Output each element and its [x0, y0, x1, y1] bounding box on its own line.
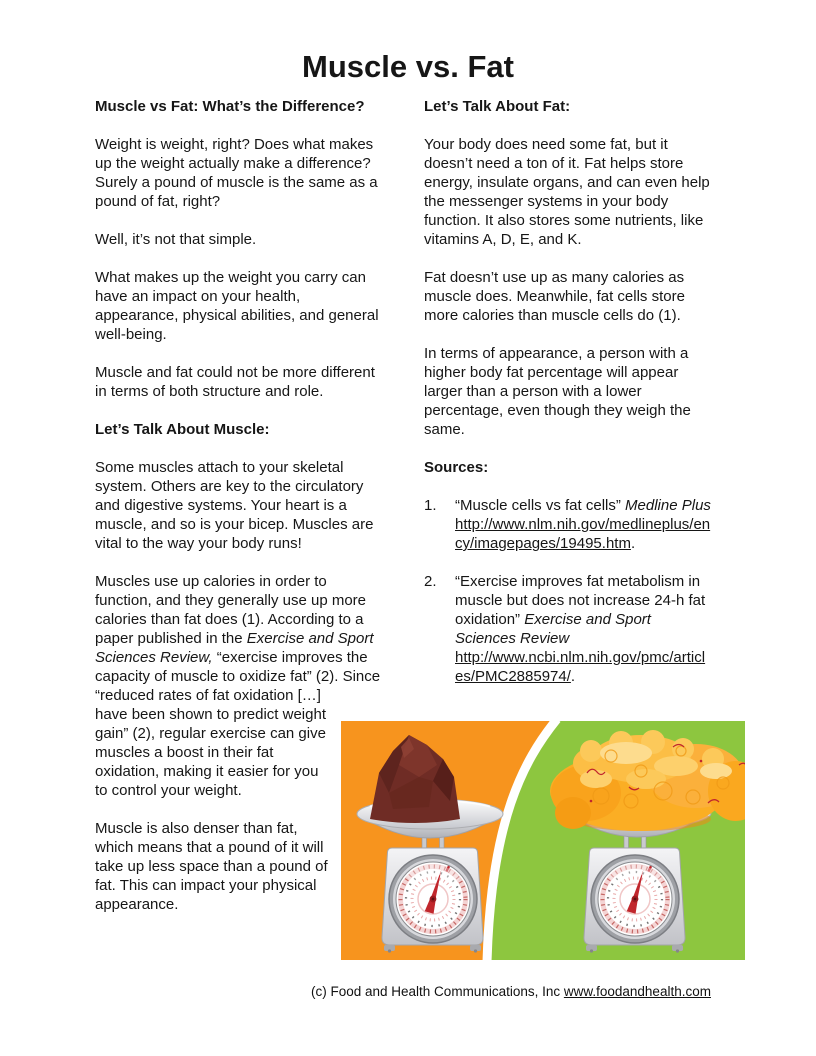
page-title: Muscle vs. Fat [302, 49, 514, 84]
text-run: Muscles use up calories in order to function, and they generally use up more calories than fat does (1). According to a paper published in the [95, 573, 367, 647]
source-number: 2. [424, 573, 437, 590]
source-publication-italic: Exercise and Sport Sciences Review [455, 611, 651, 647]
source-link[interactable]: http://www.ncbi.nlm.nih.gov/pmc/articles/PMC2885974/ [455, 649, 706, 685]
section-heading-fat: Let’s Talk About Fat: [424, 98, 571, 115]
paragraph: Some muscles attach to your skeletal system. Others are key to the circulatory and digestive systems. Your heart is a muscle, and so is your bicep. Muscles are vital to the way your body runs! [95, 459, 374, 552]
paragraph: Muscle and fat could not be more different in terms of both structure and role. [95, 364, 375, 400]
paragraph: Well, it’s not that simple. [95, 231, 257, 248]
source-number: 1. [424, 497, 437, 514]
paragraph: Your body does need some fat, but it doesn’t need a ton of it. Fat helps store energy, insulate organs, and can even help the messenger systems in your body function. It also stores some nutrients, like vitamins A, D, E, and K. [424, 136, 710, 248]
section-heading-difference: Muscle vs Fat: What’s the Difference? [95, 98, 365, 115]
paragraph: Weight is weight, right? Does what makes up the weight actually make a difference? Surely a pound of muscle is the same as a pound of fat, right? [95, 136, 378, 210]
source-period: . [570, 668, 576, 685]
source-link[interactable]: http://www.nlm.nih.gov/medlineplus/ency/imagepages/19495.htm [455, 516, 711, 552]
footer-link[interactable]: www.foodandhealth.com [563, 984, 711, 999]
source-citation [455, 572, 713, 686]
paragraph: In terms of appearance, a person with a higher body fat percentage will appear larger than a person with a lower percentage, even though they weigh the same. [424, 345, 691, 438]
source-period: . [630, 535, 636, 552]
footer [311, 983, 711, 1000]
section-heading-sources: Sources: [424, 459, 489, 476]
source-item-2 [424, 572, 713, 686]
source-citation [455, 496, 713, 553]
paragraph: Muscle is also denser than fat, which means that a pound of it will take up less space than a pound of fat. This can impact your physical appearance. [95, 820, 328, 913]
section-heading-muscle: Let’s Talk About Muscle: [95, 421, 270, 438]
right-column [424, 97, 713, 705]
source-item-1 [424, 496, 713, 553]
source-quote: “Exercise improves fat metabolism in muscle but does not increase 24-h fat oxidation” [455, 573, 706, 628]
paragraph: Fat doesn’t use up as many calories as muscle does. Meanwhile, fat cells store more calories than muscle cells do (1). [424, 269, 685, 324]
paragraph: What makes up the weight you carry can have an impact on your health, appearance, physical abilities, and general well-being. [95, 269, 379, 343]
source-quote: “Muscle cells vs fat cells” [455, 497, 626, 514]
text-run: “exercise improves the capacity of muscle to oxidize fat” (2). Since “reduced [95, 649, 381, 704]
muscle-vs-fat-scales-image [341, 721, 745, 960]
source-publication-italic: Medline Plus [625, 497, 711, 514]
text-run: rates of fat oxidation […] have been shown to predict weight gain” (2), regular exercise can give muscles a boost in their fat oxidation, making it easier for you to control your weight. [95, 687, 326, 799]
journal-title-italic: Exercise and Sport Sciences Review, [95, 630, 374, 666]
copyright-text: (c) Food and Health Communications, Inc [311, 984, 564, 999]
